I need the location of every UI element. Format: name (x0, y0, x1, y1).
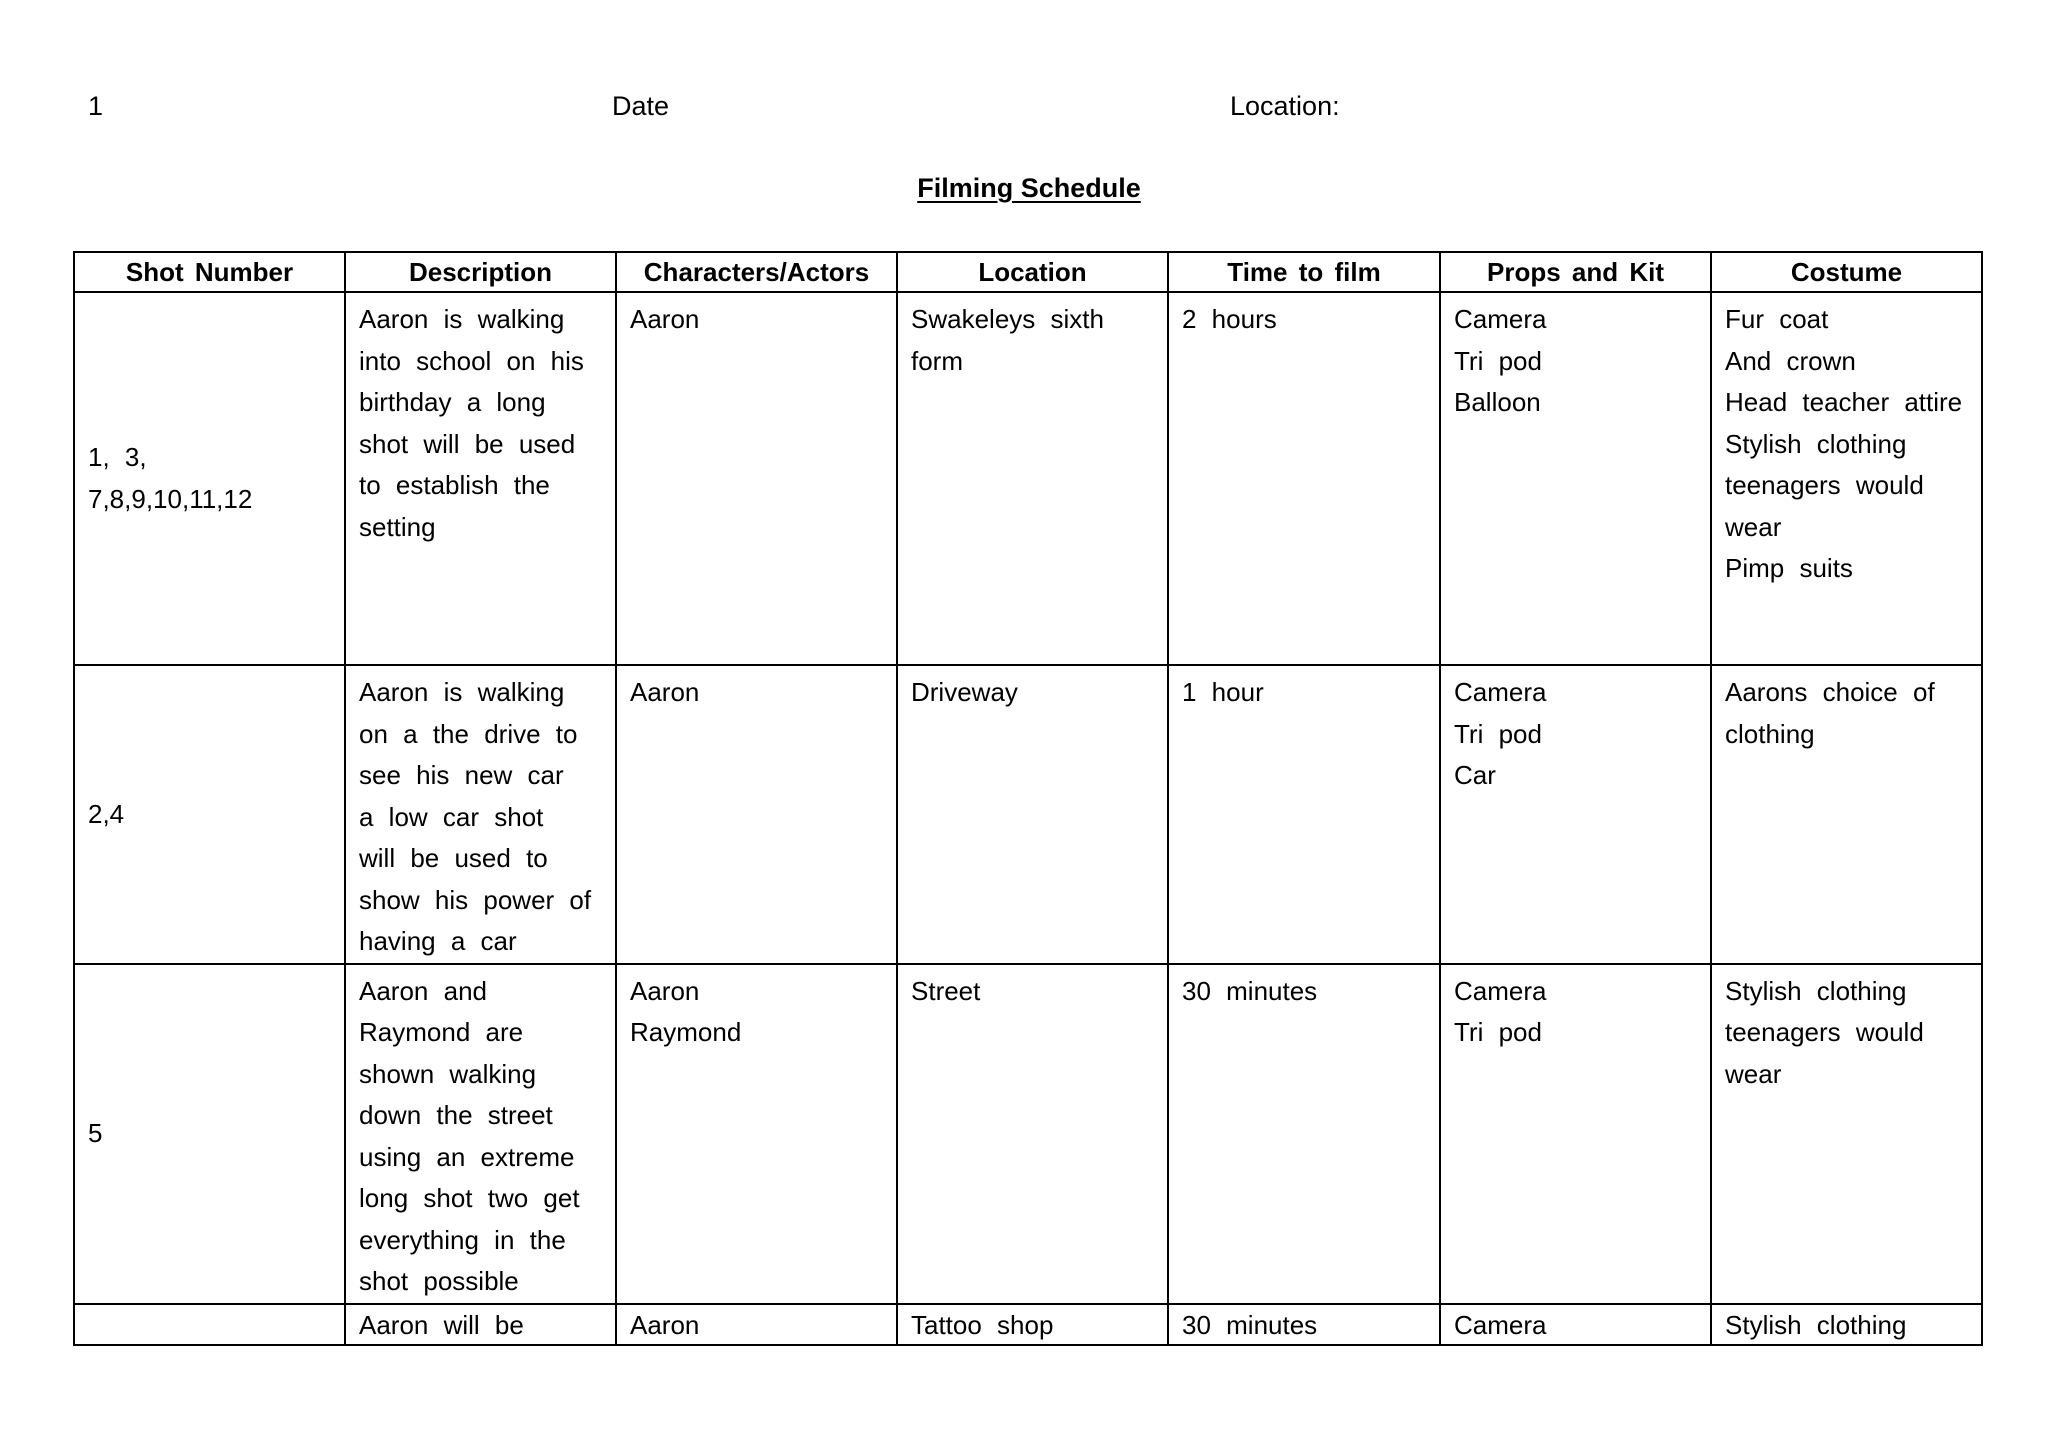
table-body (74, 292, 1982, 1345)
cell-shot-number (74, 292, 345, 665)
cell-costume (1711, 964, 1982, 1304)
table-row (74, 292, 1982, 665)
column-header-props: Props and Kit (1440, 252, 1711, 292)
location-label: Location: (1230, 91, 1340, 121)
cell-line: Aaron (630, 677, 700, 707)
cell-time (1168, 1304, 1440, 1345)
cell-line: Raymond are (359, 1017, 524, 1047)
document-title: Filming Schedule (917, 173, 1141, 203)
cell-line: 2,4 (88, 798, 125, 829)
cell-line: Head teacher attire (1725, 387, 1963, 417)
cell-props (1440, 1304, 1711, 1345)
cell-props (1440, 292, 1711, 665)
column-header-costume: Costume (1711, 252, 1982, 292)
cell-location (897, 1304, 1168, 1345)
column-header-time: Time to film (1168, 252, 1440, 292)
cell-line: form (911, 345, 963, 376)
cell-line: to establish the (359, 470, 550, 500)
cell-line: birthday a long (359, 387, 546, 417)
date-label: Date (612, 91, 670, 121)
table-header-row (74, 252, 1982, 292)
table-row (74, 1304, 1982, 1345)
cell-line: 2 hours (1182, 304, 1277, 334)
cell-line: long shot two get (359, 1183, 580, 1213)
cell-line: clothing (1725, 718, 1815, 749)
cell-shot-number (74, 964, 345, 1304)
cell-description (345, 1304, 616, 1345)
cell-costume (1711, 665, 1982, 964)
cell-costume (1711, 292, 1982, 665)
cell-line: Driveway (911, 677, 1018, 707)
cell-line: 30 minutes (1182, 975, 1318, 1006)
cell-line: 5 (88, 1117, 103, 1148)
cell-line: Aaron (630, 975, 700, 1006)
cell-description (345, 665, 616, 964)
cell-line: shot possible (359, 1266, 519, 1296)
cell-costume (1711, 1304, 1982, 1345)
cell-line: Camera (1454, 677, 1547, 707)
cell-line: shot will be used (359, 428, 576, 459)
cell-line: wear (1725, 1058, 1782, 1089)
cell-line: And crown (1725, 345, 1856, 376)
cell-line: Tattoo shop (911, 1309, 1054, 1340)
cell-time (1168, 964, 1440, 1304)
column-header-characters: Characters/Actors (616, 252, 897, 292)
filming-schedule-table (73, 251, 1983, 1346)
page-number: 1 (88, 91, 104, 121)
cell-line: Tri pod (1454, 1017, 1542, 1047)
cell-shot-number (74, 1304, 345, 1345)
cell-line: having a car (359, 926, 517, 956)
cell-line: Aaron and (359, 975, 487, 1006)
cell-characters (616, 665, 897, 964)
cell-location (897, 292, 1168, 665)
cell-line: 1, 3, (88, 442, 147, 472)
cell-line: teenagers would (1725, 470, 1924, 500)
cell-characters (616, 1304, 897, 1345)
cell-description (345, 292, 616, 665)
cell-line: will be used to (359, 843, 548, 873)
cell-line: using an extreme (359, 1141, 575, 1172)
cell-line: teenagers would (1725, 1017, 1924, 1047)
cell-line: 1 hour (1182, 677, 1264, 707)
cell-line: Aaron (630, 304, 700, 334)
cell-time (1168, 292, 1440, 665)
cell-line: Aaron is walking (359, 304, 565, 334)
cell-location (897, 665, 1168, 964)
cell-line: Car (1454, 760, 1496, 790)
cell-line: see his new car (359, 760, 564, 790)
cell-line: Pimp suits (1725, 553, 1853, 583)
cell-line: everything in the (359, 1224, 566, 1255)
cell-line: setting (359, 511, 436, 542)
table-row (74, 964, 1982, 1304)
cell-description (345, 964, 616, 1304)
cell-line: Camera (1454, 975, 1547, 1006)
cell-line: Aaron (630, 1309, 700, 1340)
cell-line: Balloon (1454, 387, 1541, 417)
cell-props (1440, 665, 1711, 964)
cell-line: down the street (359, 1100, 553, 1130)
cell-line: show his power of (359, 884, 592, 915)
cell-shot-number (74, 665, 345, 964)
cell-line: 30 minutes (1182, 1309, 1318, 1340)
cell-line: into school on his (359, 345, 584, 376)
cell-line: Swakeleys sixth (911, 304, 1104, 334)
cell-line: on a the drive to (359, 718, 578, 749)
cell-time (1168, 665, 1440, 964)
cell-line: wear (1725, 511, 1782, 542)
cell-line: Tri pod (1454, 718, 1542, 749)
column-header-location: Location (897, 252, 1168, 292)
cell-line: Aarons choice of (1725, 677, 1935, 707)
cell-props (1440, 964, 1711, 1304)
cell-line: Camera (1454, 304, 1547, 334)
cell-line: Stylish clothing (1725, 1309, 1907, 1340)
cell-line: Fur coat (1725, 304, 1829, 334)
cell-line: Aaron is walking (359, 677, 565, 707)
cell-line: Raymond (630, 1017, 742, 1047)
cell-line: shown walking (359, 1058, 537, 1089)
cell-line: Aaron will be (359, 1309, 524, 1340)
table-row (74, 665, 1982, 964)
column-header-shot-number: Shot Number (74, 252, 345, 292)
cell-location (897, 964, 1168, 1304)
cell-characters (616, 292, 897, 665)
cell-characters (616, 964, 897, 1304)
cell-line: Stylish clothing (1725, 975, 1907, 1006)
cell-line: a low car shot (359, 801, 544, 832)
column-header-description: Description (345, 252, 616, 292)
cell-line: Stylish clothing (1725, 428, 1907, 459)
cell-line: Tri pod (1454, 345, 1542, 376)
cell-line: Street (911, 975, 981, 1006)
cell-line: Camera (1454, 1309, 1547, 1340)
cell-line: 7,8,9,10,11,12 (88, 483, 253, 514)
